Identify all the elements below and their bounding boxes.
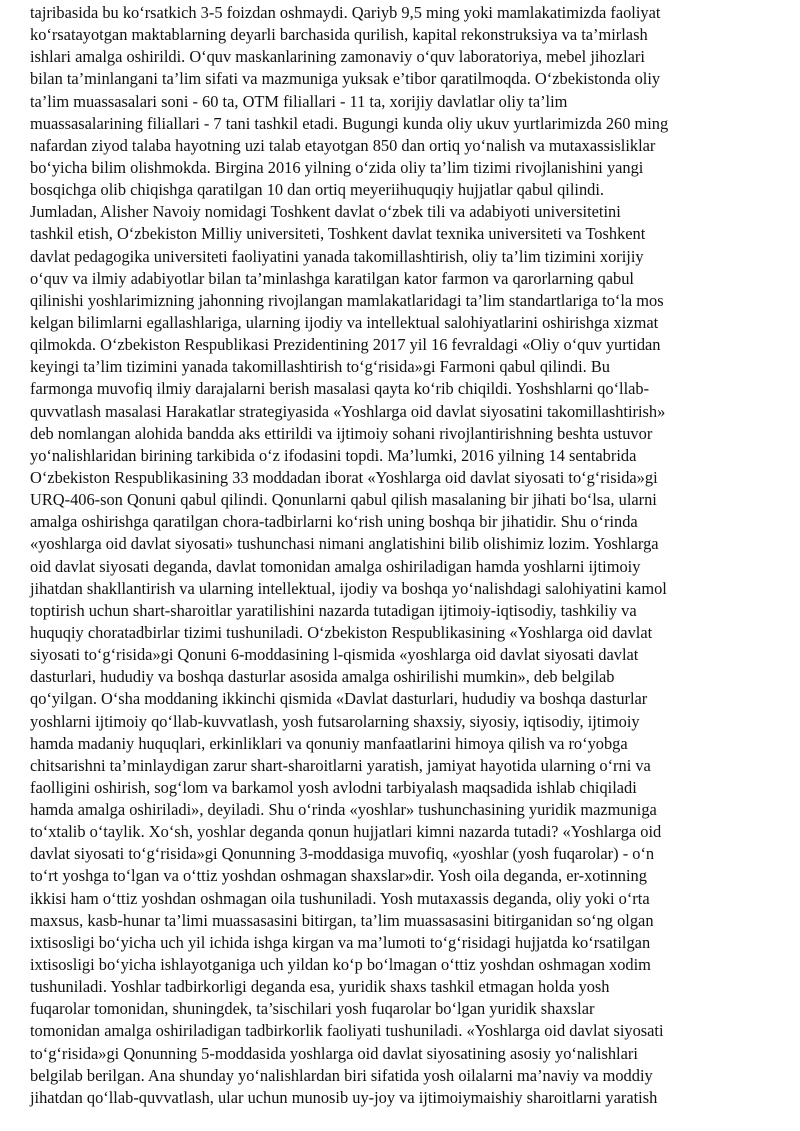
text-line: amalga oshirishga qaratilgan chora-tadbirlarni ko‘rish uning boshqa bir jihatidir. Shu o‘rinda [30, 512, 638, 532]
text-line: O‘zbekiston Respublikasining 33 moddadan iborat «Yoshlarga oid davlat siyosati to‘g‘risida»gi [30, 467, 658, 487]
text-line: to‘g‘risida»gi Qonunning 5-moddasida yoshlarga oid davlat siyosatining asosiy yo‘nalishlari [30, 1043, 638, 1063]
text-line: ko‘rsatayotgan maktablarning deyarli barchasida qurilish, kapital rekonstruksiya va ta’mirlash [30, 25, 648, 45]
text-line: qo‘yilgan. O‘sha moddaning ikkinchi qismida «Davlat dasturlari, hududiy va boshqa dasturlar [30, 689, 648, 709]
text-line: URQ-406-son Qonuni qabul qilindi. Qonunlarni qabul qilish masalaning bir jihati bo‘lsa, ularni [30, 490, 657, 510]
text-line: faolligini oshirish, sog‘lom va barkamol yosh avlodni tarbiyalash maqsadida ishlab chiqiladi [30, 777, 637, 797]
text-line: fuqarolar tomonidan, shuningdek, ta’sischilari yosh fuqarolar bo‘lgan yuridik shaxslar [30, 999, 595, 1019]
text-line: o‘quv va ilmiy adabiyotlar bilan ta’minlashga karatilgan kator farmon va qarorlarning qabul [30, 268, 634, 288]
text-line: bo‘yicha bilim olishmokda. Birgina 2016 yilning o‘zida oliy ta’lim tizimi rivojlanishini yangi [30, 157, 644, 177]
text-line: huquqiy choratadbirlar tizimi tushuniladi. O‘zbekiston Respublikasining «Yoshlarga oid davlat [30, 622, 653, 642]
text-line: davlat pedagogika universiteti faoliyatini yanada takomillashtirish, oliy ta’lim tizimini xorijiy [30, 246, 644, 266]
text-line: kelgan bilimlarni egallashlariga, ularning ijodiy va intellektual salohiyatlarini oshirishga xizmat [30, 312, 659, 332]
text-line: hamda madaniy huquqlari, erkinliklari va qonuniy manfaatlarini himoya qilish va ro‘yobga [30, 733, 628, 753]
text-line: ishlari amalga oshirildi. O‘quv maskanlarining zamonaviy o‘quv laboratoriya, mebel jihozlari [30, 47, 645, 67]
text-line: jihatdan shakllantirish va ularning intellektual, ijodiy va boshqa yo‘nalishdagi salohiyatini kamol [30, 578, 667, 598]
text-line: qilinishi yoshlarimizning jahonning rivojlangan mamlakatlaridagi ta’lim standartlariga to‘la mos [30, 290, 664, 310]
text-line: farmonga muvofiq ilmiy darajalarni berish masalasi qayta ko‘rib chiqildi. Yoshshlarni qo‘llab- [30, 379, 650, 399]
text-line: yoshlarni ijtimoiy qo‘llab-kuvvatlash, yosh futsarolarning shaxsiy, siyosiy, iqtisodiy, ijtimoiy [30, 711, 640, 731]
text-line: ikkisi ham o‘ttiz yoshdan oshmagan oila tushuniladi. Yosh mutaxassis deganda, oliy yoki o‘rta [30, 888, 650, 908]
text-line: bosqichga olib chiqishga qaratilgan 10 dan ortiq meyeriihuquqiy hujjatlar qabul qilindi. [30, 180, 605, 200]
text-line: Jumladan, Alisher Navoiy nomidagi Toshkent davlat o‘zbek tili va adabiyoti universitetini [30, 202, 621, 222]
text-line: quvvatlash masalasi Harakatlar strategiyasida «Yoshlarga oid davlat siyosatini takomillashtirish» [30, 401, 666, 421]
text-line: hamda amalga oshiriladi», deyiladi. Shu o‘rinda «yoshlar» tushunchasining yuridik mazmuniga [30, 800, 657, 820]
text-line [30, 1109, 770, 1131]
text-line: oid davlat siyosati deganda, davlat tomonidan amalga oshiriladigan hamda yoshlarni ijtimoiy [30, 556, 641, 576]
text-line: belgilab berilgan. Ana shunday yo‘nalishlardan biri sifatida yosh oilalarni ma’naviy va moddiy [30, 1065, 653, 1085]
text-line: to‘rt yoshga to‘lgan va o‘ttiz yoshdan oshmagan shaxslar»dir. Yosh oila deganda, er-xotinning [30, 866, 647, 886]
text-line: bilan ta’minlangani ta’lim sifati va mazmuniga yuksak e’tibor qaratilmoqda. O‘zbekistonda oliy [30, 69, 661, 89]
text-line: maxsus, kasb-hunar ta’limi muassasasini bitirgan, ta’lim muassasasini bitirganidan so‘ng olgan [30, 910, 654, 930]
text-line: jihatdan qo‘llab-quvvatlash, ular uchun munosib uy-joy va ijtimoiymaishiy sharoitlarni yaratish [30, 1087, 658, 1107]
text-line: davlat siyosati to‘g‘risida»gi Qonunning 3-moddasiga muvofiq, «yoshlar (yosh fuqarolar) - o‘n [30, 844, 655, 864]
text-line: tushuniladi. Yoshlar tadbirkorligi deganda esa, yuridik shaxs tashkil etmagan holda yosh [30, 977, 610, 997]
text-line: deb nomlangan alohida bandda aks ettirildi va ijtimoiy sohani rivojlantirishning beshta ustuvor [30, 423, 653, 443]
text-line: ixtisosligi bo‘yicha ishlayotganiga uch yildan ko‘p bo‘lmagan o‘ttiz yoshdan oshmagan xodim [30, 955, 651, 975]
text-line: nafardan ziyod talaba hayotning uzi talab etayotgan 850 dan ortiq yo‘nalish va mutaxassisliklar [30, 135, 656, 155]
document-page [30, 2, 770, 1131]
text-line: tajribasida bu ko‘rsatkich 3-5 foizdan oshmaydi. Qariyb 9,5 ming yoki mamlakatimizda faoliyat [30, 3, 661, 22]
text-line: muassasalarining filiallari - 7 tani tashkil etadi. Bugungi kunda oliy ukuv yurtlarimizda 260 ming [30, 113, 669, 133]
text-line: tashkil etish, O‘zbekiston Milliy universiteti, Toshkent davlat texnika universiteti va Toshkent [30, 224, 646, 244]
text-line: siyosati to‘g‘risida»gi Qonuni 6-moddasining l-qismida «yoshlarga oid davlat siyosati davlat [30, 645, 639, 665]
text-line: ta’lim muassasalari soni - 60 ta, OTM filiallari - 11 ta, xorijiy davlatlar oliy ta’lim [30, 91, 568, 111]
text-line: keyingi ta’lim tizimini yanada takomillashtirish to‘g‘risida»gi Farmoni qabul qilindi. Bu [30, 357, 610, 377]
text-line: «yoshlarga oid davlat siyosati» tushunchasi nimani anglatishini bilib olishimiz lozim. Yoshlarga [30, 534, 659, 554]
text-line: qilmokda. O‘zbekiston Respublikasi Prezidentining 2017 yil 16 fevraldagi «Oliy o‘quv yurtidan [30, 335, 661, 355]
text-line: tomonidan amalga oshiriladigan tadbirkorlik faoliyati tushuniladi. «Yoshlarga oid davlat siyosati [30, 1021, 664, 1041]
text-line: ixtisosligi bo‘yicha uch yil ichida ishga kirgan va ma’lumoti to‘g‘risidagi hujjatda ko‘rsatilgan [30, 932, 651, 952]
text-line: chitsarishni ta’minlaydigan zarur shart-sharoitlarni yaratish, jamiyat hayotida ularning o‘rni va [30, 755, 651, 775]
text-line: dasturlari, hududiy va boshqa dasturlar asosida amalga oshirilishi mumkin», deb belgilab [30, 667, 615, 687]
text-line: yo‘nalishlaridan birining tarkibida o‘z ifodasini topdi. Ma’lumki, 2016 yilning 14 sentabrida [30, 445, 637, 465]
text-line: toptirish uchun shart-sharoitlar yaratilishini nazarda tutadigan ijtimoiy-iqtisodiy, tashkiliy va [30, 600, 637, 620]
text-line: to‘xtalib o‘taylik. Xo‘sh, yoshlar deganda qonun hujjatlari kimni nazarda tutadi? «Yoshlarga oid [30, 822, 662, 842]
